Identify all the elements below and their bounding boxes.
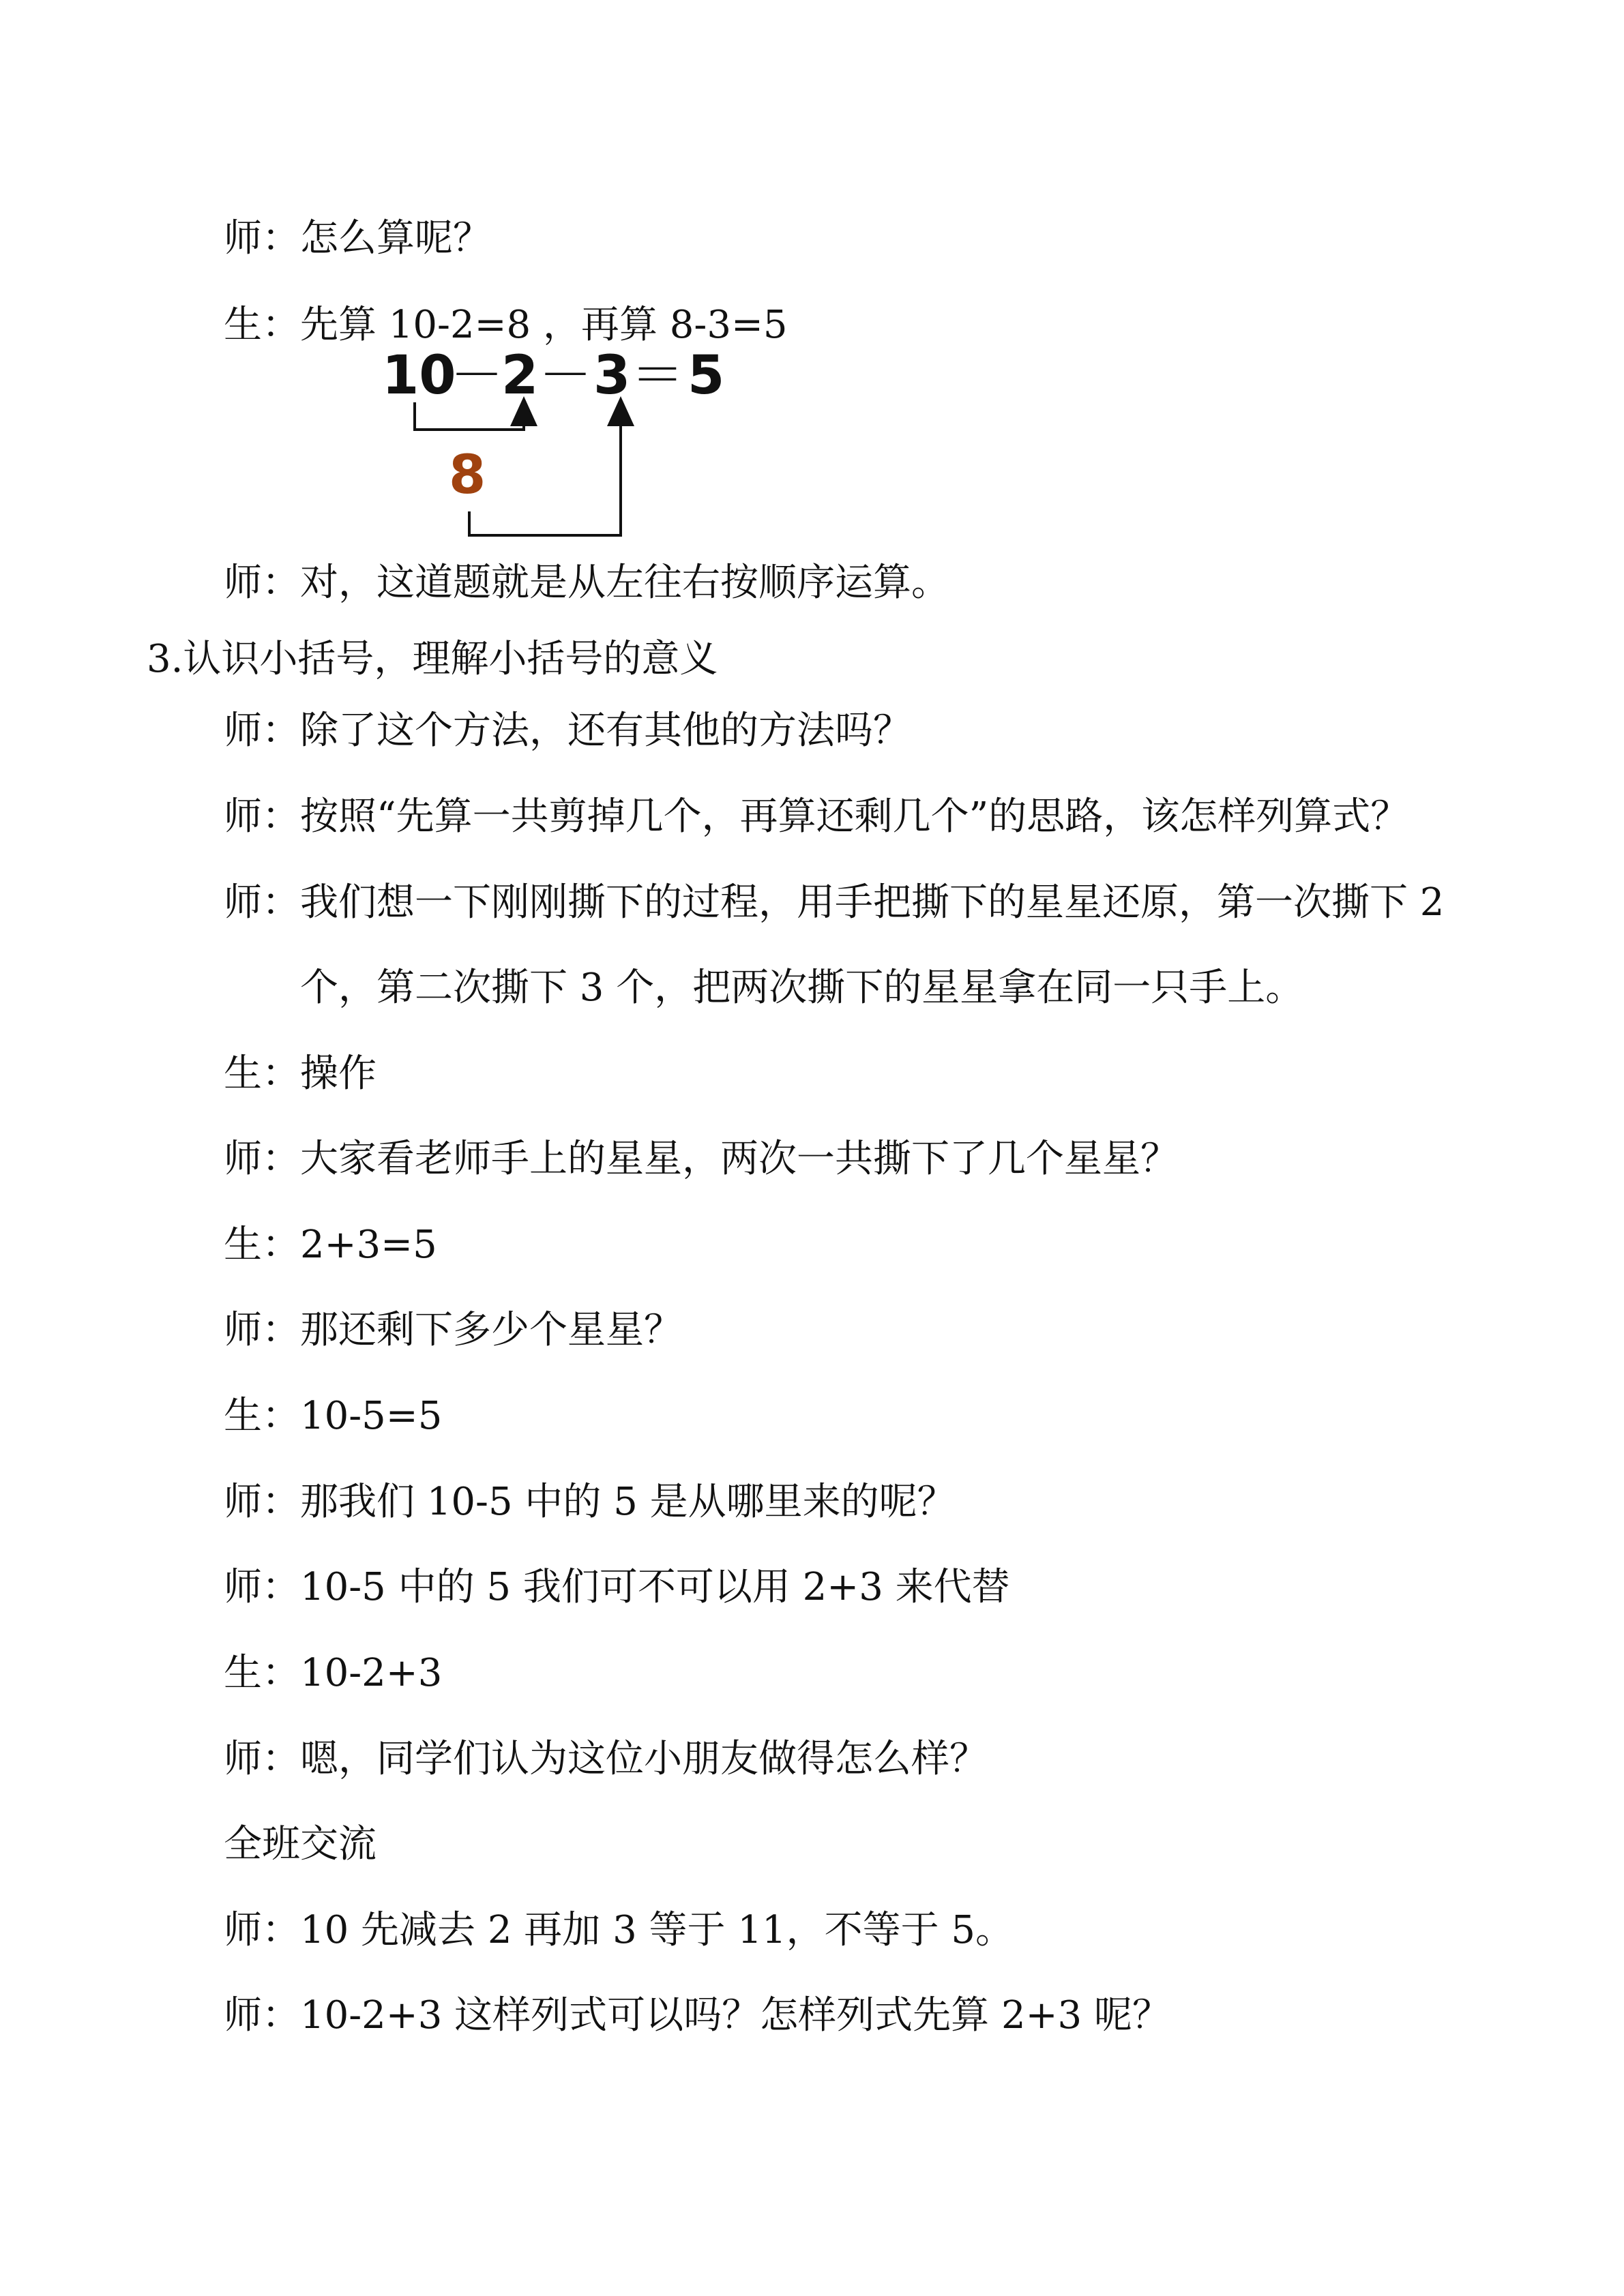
equals-sign: ＝: [631, 345, 685, 406]
dialogue-line: 生：先算 10-2=8 ，再算 8-3=5: [224, 303, 788, 347]
expression-result-5: 5: [688, 345, 725, 406]
dialogue-line: 生：10-2+3: [224, 1651, 443, 1695]
expression-number-2: 2: [501, 345, 539, 406]
dialogue-line-continuation: 个，第二次撕下 3 个，把两次撕下的星星拿在同一只手上。: [300, 966, 1304, 1010]
dialogue-line: 师：怎么算呢？: [224, 216, 491, 260]
dialogue-line: 师：我们想一下刚刚撕下的过程，用手把撕下的星星还原，第一次撕下 2: [224, 880, 1445, 925]
minus-sign: －: [450, 345, 504, 406]
dialogue-line: 师：10 先减去 2 再加 3 等于 11，不等于 5。: [224, 1908, 1014, 1952]
dialogue-line: 师：10-2+3 这样列式可以吗？怎样列式先算 2+3 呢？: [224, 1993, 1170, 2038]
section-heading: 3.认识小括号，理解小括号的意义: [147, 637, 718, 681]
dialogue-line: 全班交流: [224, 1822, 377, 1866]
expression-number-3: 3: [593, 345, 631, 406]
calculation-order-diagram: [368, 338, 750, 549]
expression-number-10: 10: [382, 345, 456, 406]
first-step-bracket-arrow: [415, 402, 524, 430]
dialogue-line: 师：对，这道题就是从左往右按顺序运算。: [224, 561, 949, 605]
intermediate-result-8: 8: [449, 445, 486, 506]
minus-sign: －: [539, 345, 593, 406]
dialogue-line: 师：大家看老师手上的星星，两次一共撕下了几个星星？: [224, 1137, 1179, 1181]
dialogue-line: 生：操作: [224, 1052, 377, 1096]
dialogue-line: 师：10-5 中的 5 我们可不可以用 2+3 来代替: [224, 1565, 1010, 1609]
dialogue-line: 生：2+3=5: [224, 1223, 437, 1267]
dialogue-line: 师：嗯，同学们认为这位小朋友做得怎么样？: [224, 1737, 988, 1781]
dialogue-line: 师：按照“先算一共剪掉几个，再算还剩几个”的思路，该怎样列算式？: [224, 794, 1409, 839]
dialogue-line: 师：那我们 10-5 中的 5 是从哪里来的呢？: [224, 1480, 956, 1524]
dialogue-line: 生：10-5=5: [224, 1394, 443, 1438]
dialogue-line: 师：除了这个方法，还有其他的方法吗？: [224, 709, 911, 753]
dialogue-line: 师：那还剩下多少个星星？: [224, 1308, 682, 1352]
